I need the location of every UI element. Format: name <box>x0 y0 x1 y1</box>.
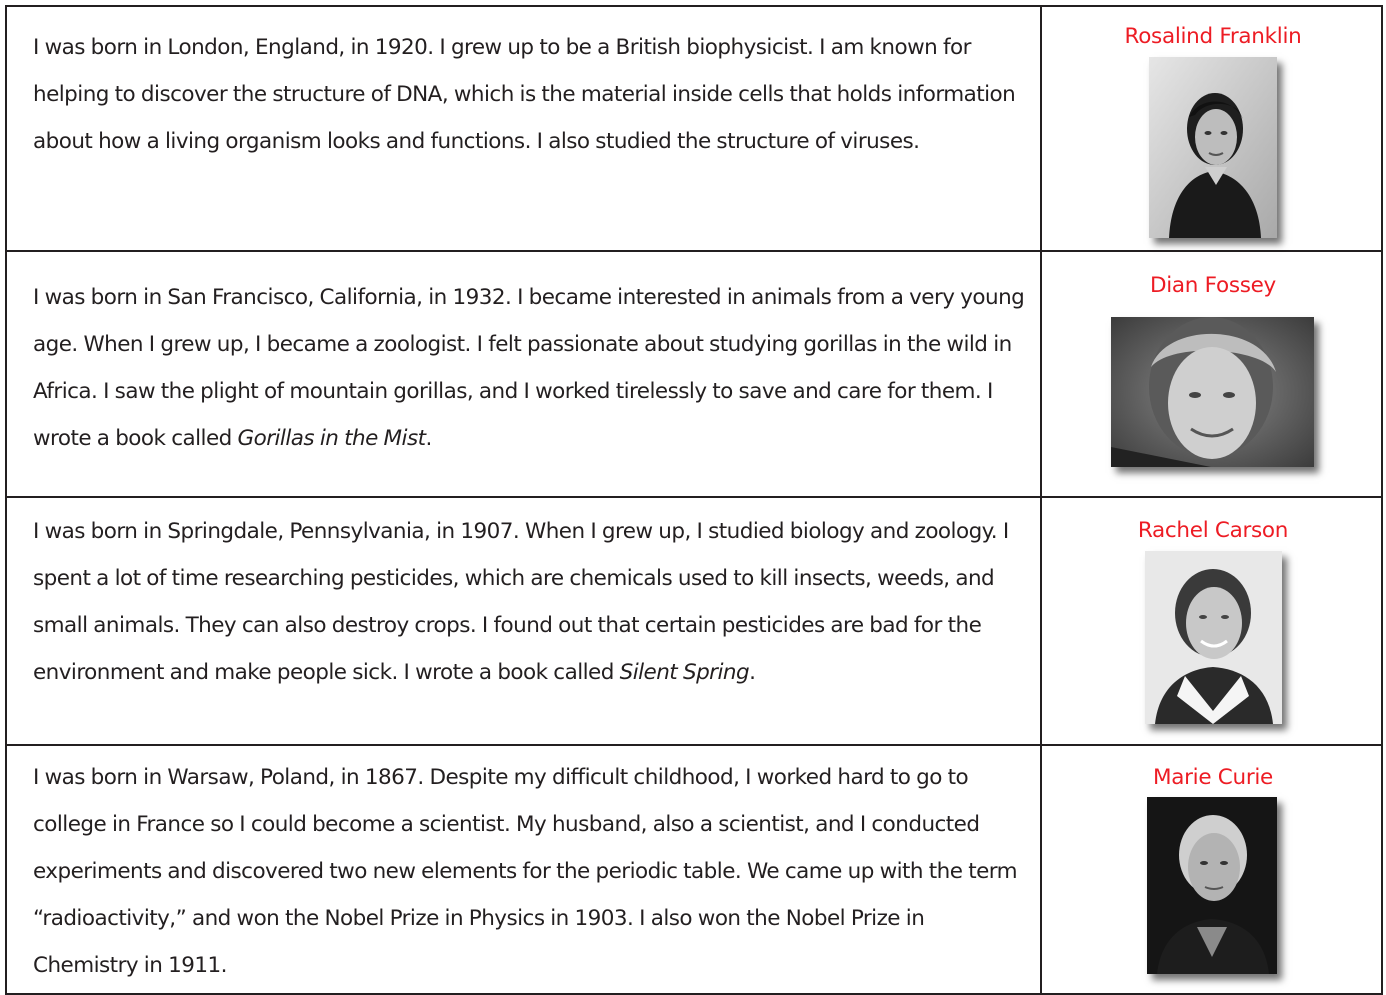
portrait-photo-icon <box>1147 797 1277 974</box>
bio-body: I was born in Springdale, Pennsylvania, in 1907. When I grew up, I studied biology and zoology. I spent a lot of time researching pesticides, which are chemicals used to kill insects, weeds, and small animals. They can also destroy crops. I found out that certain pesticides are bad for the environment and make people sick. I wrote a book called <box>33 519 1009 685</box>
bio-end: . <box>425 426 432 451</box>
portrait-photo-icon <box>1111 317 1314 467</box>
book-title: Silent Spring <box>619 660 750 685</box>
portrait-photo-icon <box>1145 551 1282 724</box>
bio-end: . <box>749 660 756 685</box>
scientist-name-dian-fossey: Dian Fossey <box>1150 273 1276 298</box>
marie-curie-portrait <box>1147 797 1277 974</box>
row-divider <box>5 744 1383 746</box>
bio-text-rosalind-franklin <box>33 24 1035 165</box>
row-divider <box>5 496 1383 498</box>
book-title: Gorillas in the Mist <box>237 426 426 451</box>
rachel-carson-portrait <box>1145 551 1282 724</box>
row-divider <box>5 250 1383 252</box>
scientist-name-rosalind-franklin: Rosalind Franklin <box>1124 24 1302 49</box>
scientist-name-rachel-carson: Rachel Carson <box>1137 518 1289 543</box>
rosalind-franklin-portrait <box>1149 57 1277 238</box>
bio-text-dian-fossey <box>33 274 1035 462</box>
bio-body: I was born in San Francisco, California, in 1932. I became interested in animals from a very young age. When I grew up, I became a zoologist. I felt passionate about studying gorillas in the wild in Africa. I saw the plight of mountain gorillas, and I worked tirelessly to save and care for them. I wrote a book called <box>33 285 1025 451</box>
column-divider <box>1040 5 1042 995</box>
dian-fossey-portrait <box>1111 317 1314 467</box>
bio-text-marie-curie <box>33 754 1035 989</box>
bio-text-rachel-carson <box>33 508 1035 696</box>
portrait-photo-icon <box>1149 57 1277 238</box>
bio-body: I was born in London, England, in 1920. I grew up to be a British biophysicist. I am known for helping to discover the structure of DNA, which is the material inside cells that holds information about how a living organism looks and functions. I also studied the structure of viruses. <box>33 35 1016 154</box>
scientist-name-marie-curie: Marie Curie <box>1153 765 1273 790</box>
bio-body: I was born in Warsaw, Poland, in 1867. Despite my difficult childhood, I worked hard to go to college in France so I could become a scientist. My husband, also a scientist, and I conducted experiments and discovered two new elements for the periodic table. We came up with the term “radioactivity,” and won the Nobel Prize in Physics in 1903. I also won the Nobel Prize in Chemistry in 1911. <box>33 765 1018 978</box>
